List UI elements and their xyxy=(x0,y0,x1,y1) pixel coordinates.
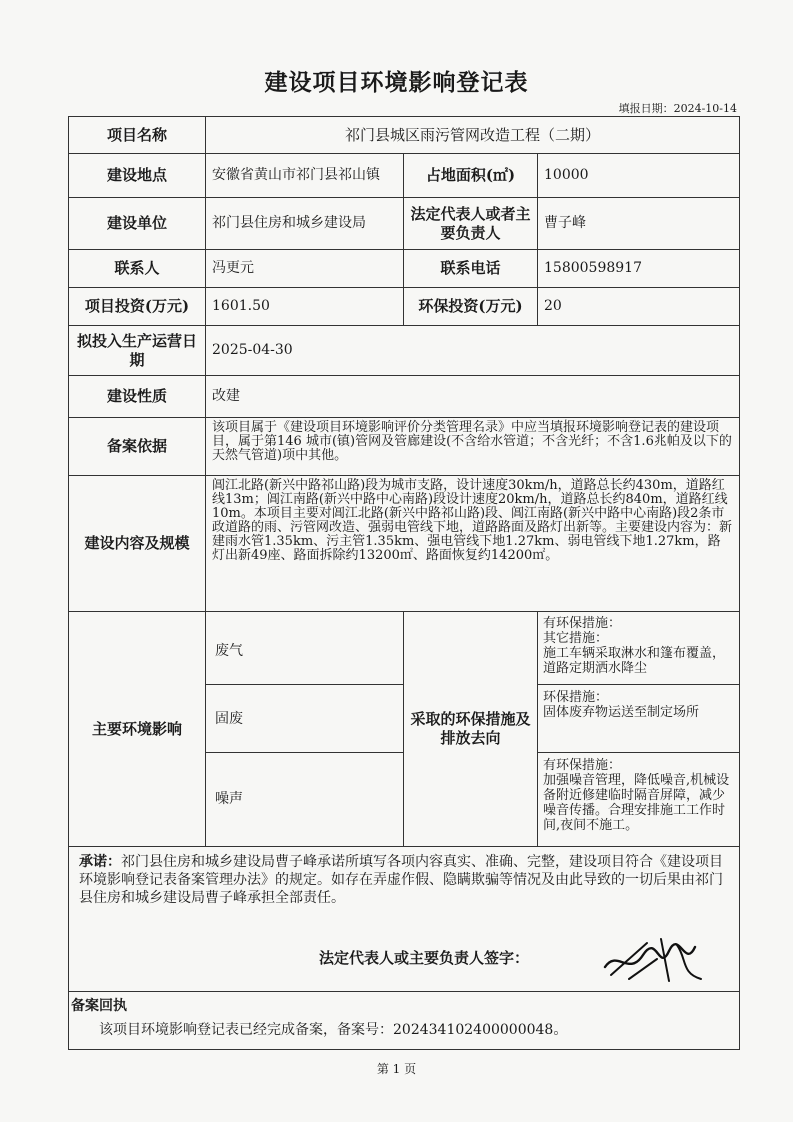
env-investment-label: 环保投资(万元) xyxy=(403,288,537,325)
area-value: 10000 xyxy=(537,154,739,197)
contact-value: 冯更元 xyxy=(205,250,403,287)
nature-value: 改建 xyxy=(205,376,739,417)
nature-label: 建设性质 xyxy=(106,387,167,405)
investment-value: 1601.50 xyxy=(205,288,403,325)
registration-form xyxy=(68,116,740,1050)
row-nature xyxy=(69,376,739,418)
divider xyxy=(537,684,739,685)
divider xyxy=(205,684,403,685)
representative-label: 法定代表人或者主要负责人 xyxy=(403,198,537,249)
row-operation-date xyxy=(69,326,739,376)
operation-date-label: 拟投入生产运营日期 xyxy=(76,331,197,369)
basis-value: 该项目属于《建设项目环境影响评价分类管理名录》中应当填报环境影响登记表的建设项目，属于第146 城市(镇)管网及管廊建设(不含给水管道；不含光纤；不含1.6兆帕及以下的天然气管道)项中其他。 xyxy=(205,418,739,475)
representative-value: 曹子峰 xyxy=(537,198,739,249)
basis-label: 备案依据 xyxy=(106,437,167,455)
unit-label: 建设单位 xyxy=(106,214,167,232)
row-location xyxy=(69,154,739,198)
row-unit xyxy=(69,198,739,250)
env-investment-value: 20 xyxy=(537,288,739,325)
row-content xyxy=(69,476,739,612)
receipt-text: 该项目环境影响登记表已经完成备案，备案号：202434102400000048。 xyxy=(99,1022,568,1038)
content-label: 建设内容及规模 xyxy=(84,534,190,552)
page-title: 建设项目环境影响登记表 xyxy=(264,69,529,96)
divider xyxy=(205,752,403,753)
unit-value: 祁门县住房和城乡建设局 xyxy=(205,198,403,249)
receipt-title: 备案回执 xyxy=(71,998,127,1014)
fill-date: 填报日期：2024-10-14 xyxy=(618,102,737,115)
area-label: 占地面积(㎡) xyxy=(403,154,537,197)
project-name-label: 项目名称 xyxy=(106,125,167,144)
row-environment xyxy=(69,612,739,847)
page-number: 第 1 页 xyxy=(376,1062,417,1076)
promise-text: 祁门县住房和城乡建设局曹子峰承诺所填写各项内容真实、准确、完整，建设项目符合《建设项目环境影响登记表备案管理办法》的规定。如存在弄虚作假、隐瞒欺骗等情况及由此导致的一切后果由祁门县住房和城乡建设局曹子峰承担全部责任。 xyxy=(79,854,723,906)
investment-label: 项目投资(万元) xyxy=(84,297,190,315)
env-impact-label: 主要环境影响 xyxy=(91,719,182,738)
location-label: 建设地点 xyxy=(106,166,167,184)
divider xyxy=(537,752,739,753)
row-contact xyxy=(69,250,739,288)
measure-noise: 有环保措施： 加强噪音管理，降低噪音,机械设备附近修建临时隔音屏障，减少噪音传播。合理安排施工工作时间,夜间不施工。 xyxy=(543,758,730,833)
project-name-value: 祁门县城区雨污管网改造工程（二期） xyxy=(205,117,739,153)
impact-solid-waste: 固废 xyxy=(215,711,243,727)
measure-waste-gas: 有环保措施： 其它措施： 施工车辆采取淋水和篷布覆盖，道路定期洒水降尘 xyxy=(543,616,726,676)
handwritten-signature xyxy=(599,929,709,987)
phone-value: 15800598917 xyxy=(537,250,739,287)
measures-label: 采取的环保措施及排放去向 xyxy=(403,612,537,846)
impact-noise: 噪声 xyxy=(215,791,243,807)
promise-label: 承诺： xyxy=(79,854,121,870)
measure-solid-waste: 环保措施： 固体废弃物运送至制定场所 xyxy=(543,690,700,720)
row-investment xyxy=(69,288,739,326)
phone-label: 联系电话 xyxy=(403,250,537,287)
location-value: 安徽省黄山市祁门县祁山镇 xyxy=(205,154,403,197)
row-basis xyxy=(69,418,739,476)
row-project-name xyxy=(69,117,739,154)
contact-label: 联系人 xyxy=(114,259,160,277)
content-value: 阊江北路(新兴中路祁山路)段为城市支路，设计速度30km/h，道路总长约430m，道路红线13m；阊江南路(新兴中路中心南路)段设计速度20km/h，道路总长约840m，道路红线10m。本项目主要对阊江北路(新兴中路祁山路)段、阊江南路(新兴中路中心南路)段2条市政道路的雨、污管网改造、强弱电管线下地，道路路面及路灯出新等。主要建设内容为：新建雨水管1.35km、污主管1.35km、强电管线下地1.27km、弱电管线下地1.27km，路灯出新49座、路面拆除约13200㎡、路面恢复约14200㎡。 xyxy=(205,476,739,611)
impact-waste-gas: 废气 xyxy=(215,643,243,659)
signature-label: 法定代表人或主要负责人签字： xyxy=(319,949,530,967)
operation-date-value: 2025-04-30 xyxy=(205,326,739,375)
divider xyxy=(69,991,739,992)
